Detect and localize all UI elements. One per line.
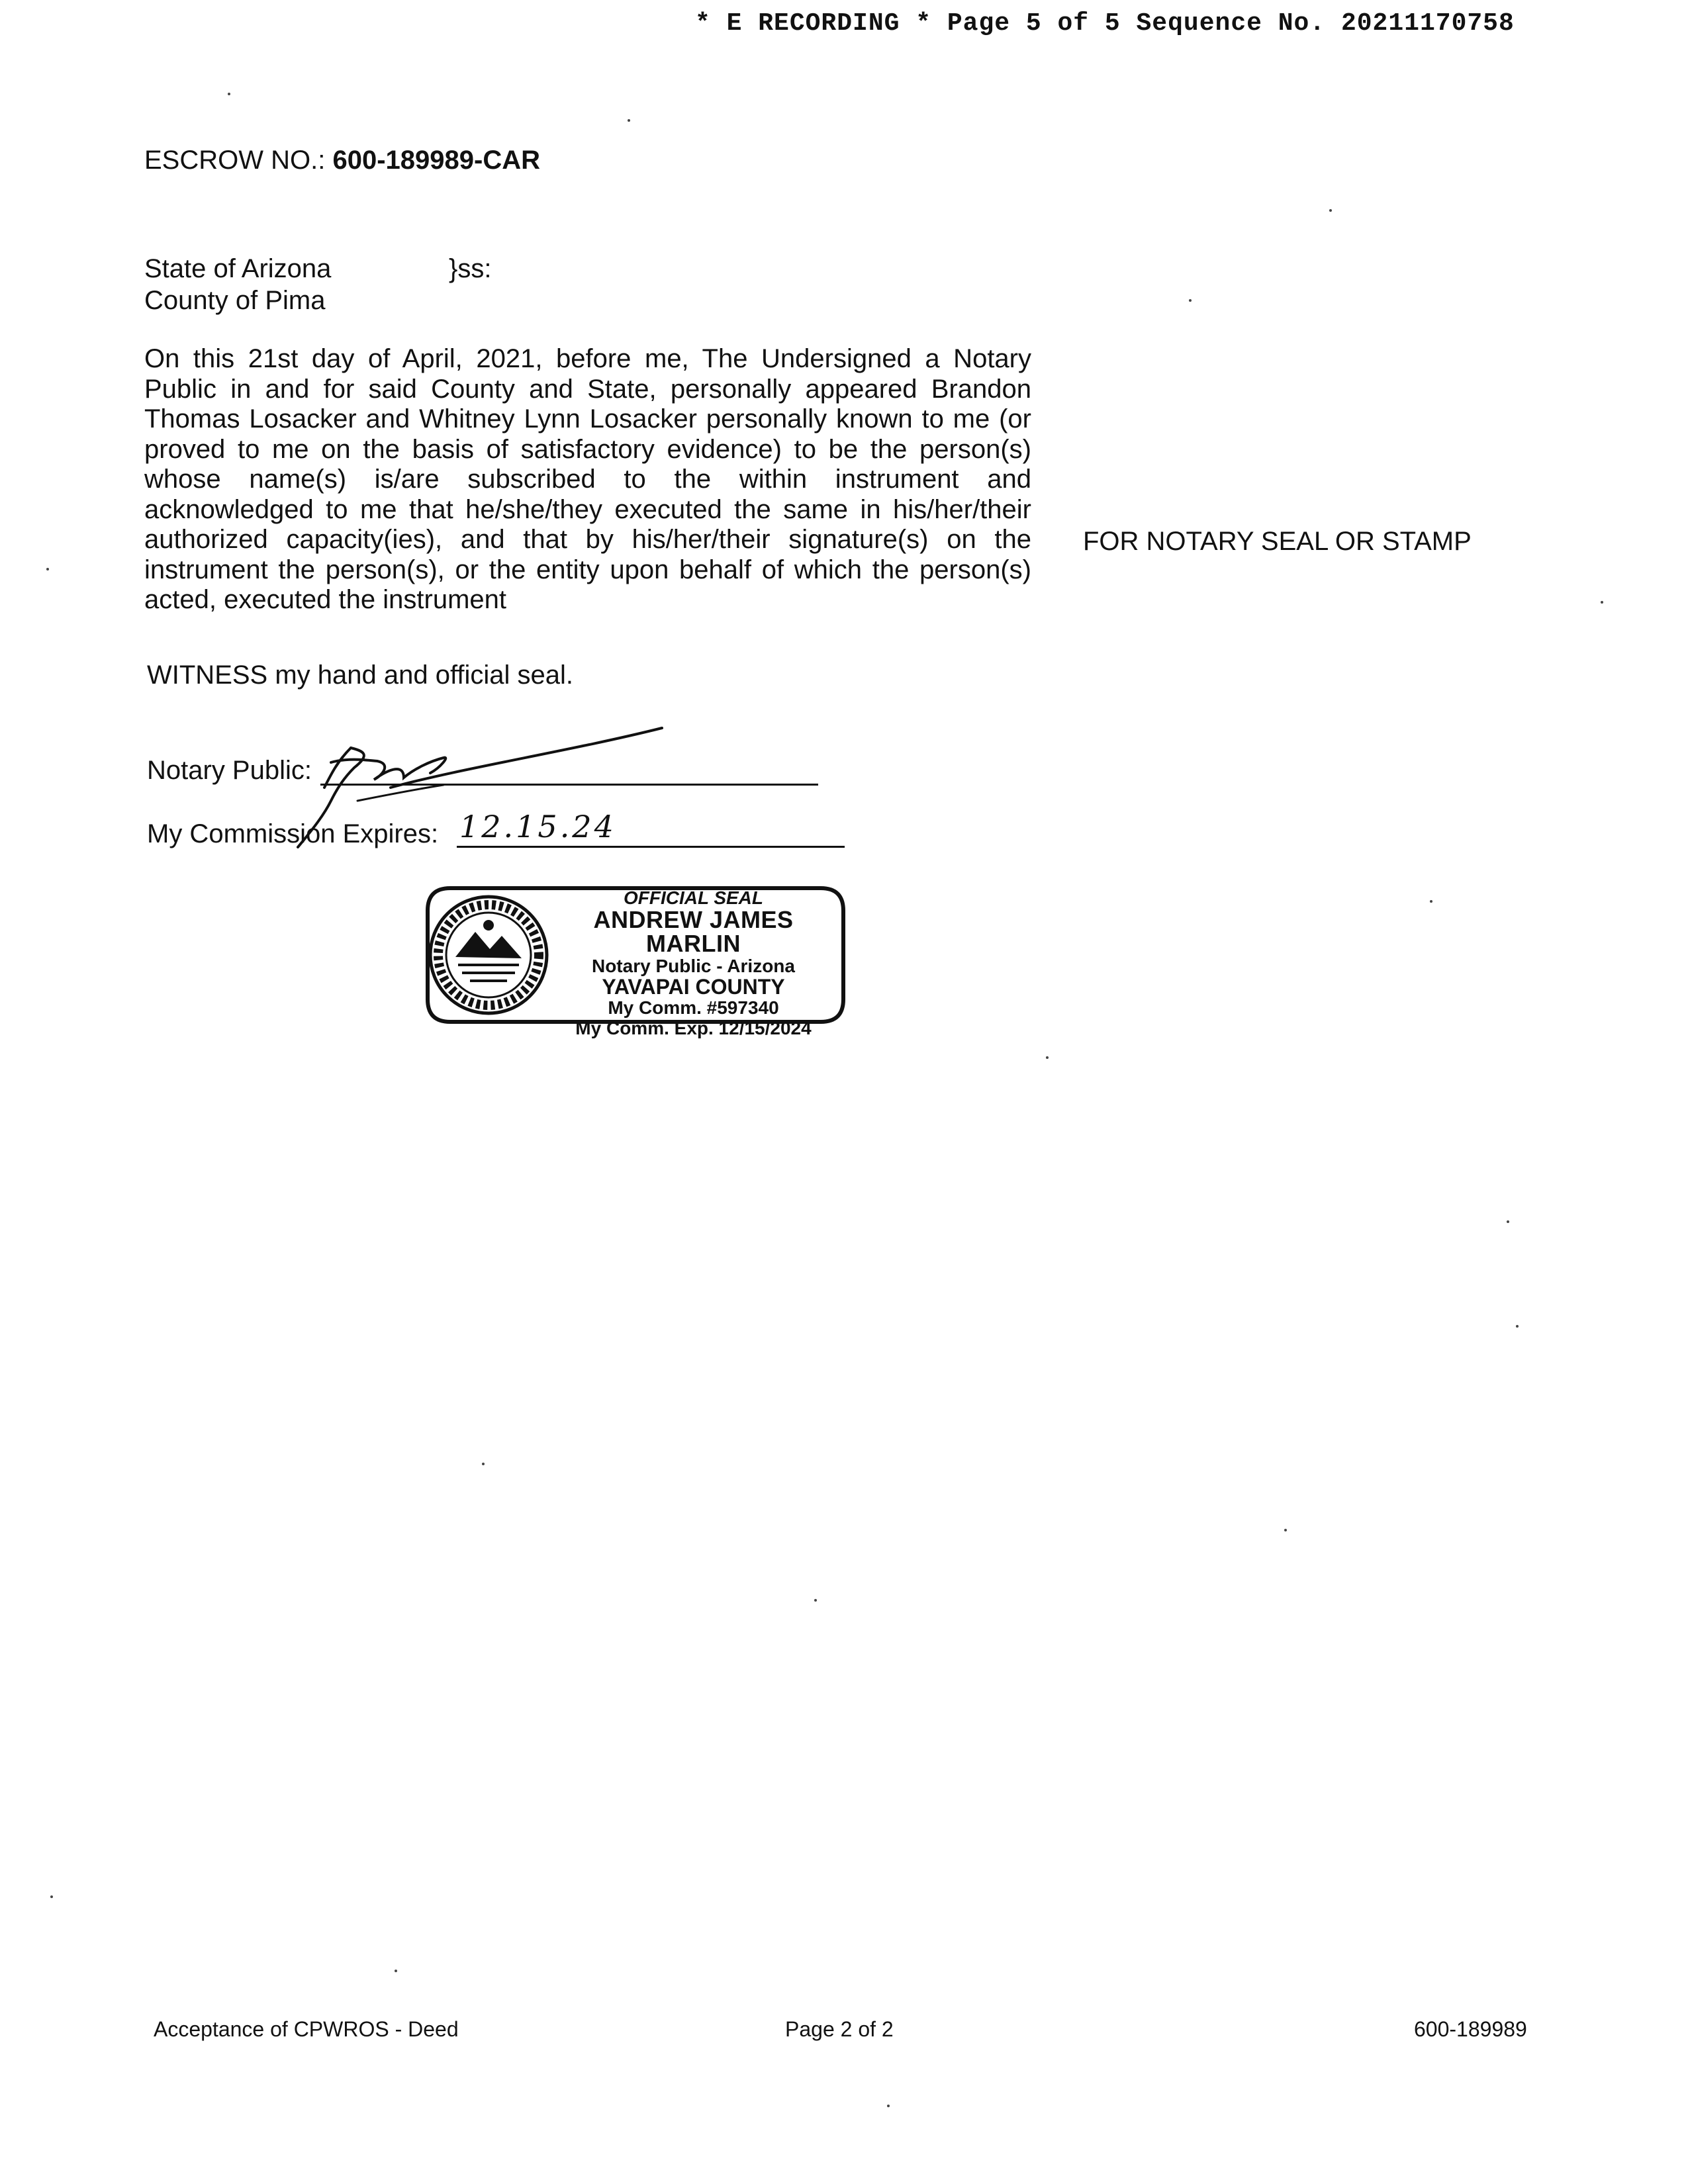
seal-area-label: FOR NOTARY SEAL OR STAMP bbox=[1083, 527, 1472, 556]
scan-speck bbox=[228, 93, 230, 95]
scan-speck bbox=[814, 1599, 817, 1602]
escrow-number: 600-189989-CAR bbox=[332, 146, 540, 175]
notary-public-label: Notary Public: bbox=[147, 756, 312, 785]
scan-speck bbox=[887, 2105, 890, 2107]
official-notary-stamp bbox=[424, 884, 847, 1038]
scan-speck bbox=[395, 1970, 397, 1972]
witness-statement: WITNESS my hand and official seal. bbox=[147, 660, 573, 690]
stamp-line-notary-name: ANDREW JAMES MARLIN bbox=[593, 906, 794, 957]
scan-speck bbox=[1601, 601, 1603, 604]
stamp-line-official-seal: OFFICIAL SEAL bbox=[623, 887, 764, 908]
stamp-line-commission-number: My Comm. #597340 bbox=[608, 997, 779, 1018]
scan-speck bbox=[1046, 1056, 1049, 1059]
scan-speck bbox=[1329, 209, 1332, 212]
footer-document-title: Acceptance of CPWROS - Deed bbox=[154, 2017, 459, 2041]
stamp-line-notary-state: Notary Public - Arizona bbox=[591, 956, 795, 976]
commission-expires-label: My Commission Expires: bbox=[147, 819, 439, 848]
stamp-line-commission-expiry: My Comm. Exp. 12/15/2024 bbox=[575, 1018, 812, 1038]
scan-speck bbox=[1189, 299, 1192, 302]
scan-speck bbox=[1516, 1325, 1519, 1328]
scan-speck bbox=[628, 119, 630, 122]
footer-file-number: 600-189989 bbox=[1414, 2017, 1527, 2041]
stamp-text-block bbox=[546, 888, 841, 1038]
scan-speck bbox=[46, 568, 49, 570]
venue-state: State of Arizona bbox=[144, 254, 332, 283]
recording-header: * E RECORDING * Page 5 of 5 Sequence No. 20211170758 bbox=[695, 9, 1515, 38]
escrow-number-line bbox=[144, 146, 540, 175]
scan-speck bbox=[1507, 1220, 1509, 1223]
venue-block bbox=[144, 253, 492, 316]
scan-speck bbox=[50, 1895, 53, 1898]
footer-page-number: Page 2 of 2 bbox=[785, 2017, 894, 2041]
venue-county: County of Pima bbox=[144, 286, 326, 315]
escrow-label: ESCROW NO.: bbox=[144, 146, 326, 175]
venue-ss: }ss: bbox=[449, 254, 492, 283]
scan-speck bbox=[1284, 1529, 1287, 1531]
scan-speck bbox=[1430, 900, 1432, 903]
notary-signature bbox=[291, 721, 675, 854]
commission-expires-date: 12.15.24 bbox=[459, 809, 616, 844]
scan-speck bbox=[482, 1463, 485, 1465]
stamp-line-county: YAVAPAI COUNTY bbox=[602, 975, 785, 999]
acknowledgment-paragraph: On this 21st day of April, 2021, before me, The Undersigned a Notary Public in and for said County and State, personally appeared Brandon Thomas Losacker and Whitney Lynn Losacker personally known to me (or proved to me on the basis of satisfactory evidence) to be the person(s) whose name(s) is/are subscribed to the within instrument and acknowledged to me that he/she/they executed the same in his/her/their authorized capacity(ies), and that by his/her/their signature(s) on the instrument the person(s), or the entity upon behalf of which the person(s) acted, executed the instrument bbox=[144, 344, 1031, 614]
